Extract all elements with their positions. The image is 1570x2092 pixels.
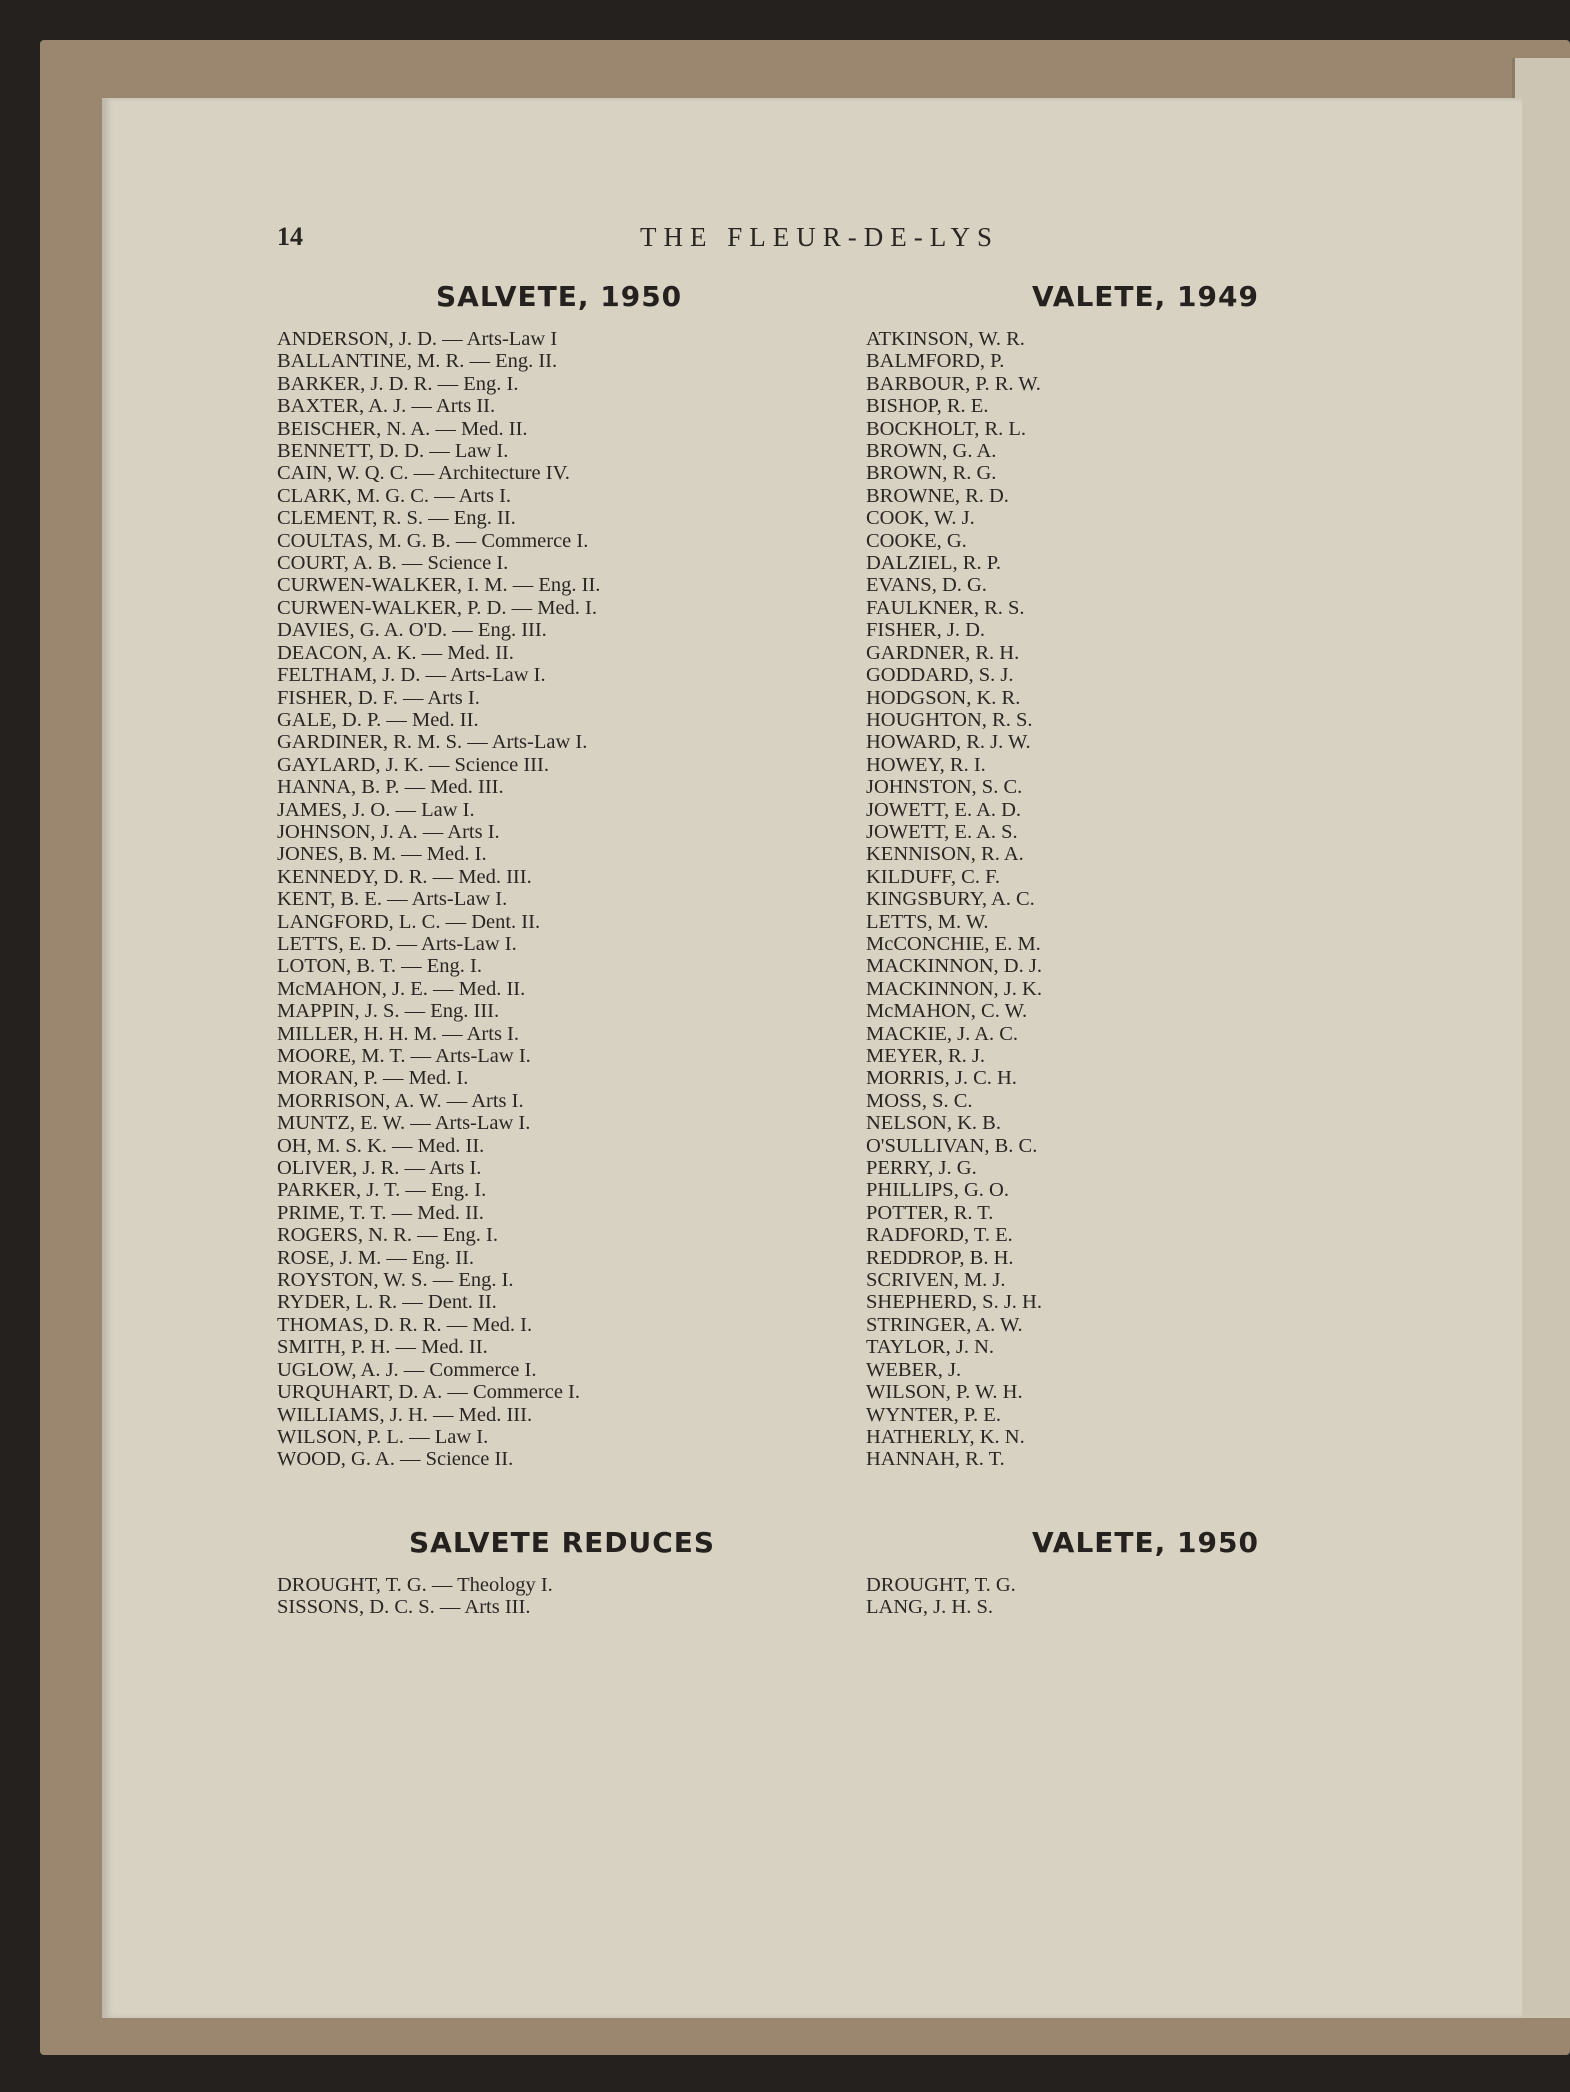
list-item: TAYLOR, J. N. <box>866 1336 995 1359</box>
list-item: HOUGHTON, R. S. <box>866 708 1033 731</box>
list-item: HOWEY, R. I. <box>866 753 986 776</box>
list-item: WILSON, P. W. H. <box>866 1381 1023 1404</box>
list-item: THOMAS, D. R. R. — Med. I. <box>277 1313 533 1336</box>
list-item: BAXTER, A. J. — Arts II. <box>277 395 496 418</box>
list-item: GARDINER, R. M. S. — Arts-Law I. <box>277 731 588 754</box>
list-item: MOSS, S. C. <box>866 1089 973 1112</box>
list-item: FISHER, D. F. — Arts I. <box>277 686 480 709</box>
list-item: LANG, J. H. S. <box>866 1596 993 1619</box>
list-item: CURWEN-WALKER, I. M. — Eng. II. <box>277 574 601 597</box>
list-item: MACKINNON, J. K. <box>866 977 1042 1000</box>
list-item: EVANS, D. G. <box>866 574 987 597</box>
list-item: FISHER, J. D. <box>866 619 986 642</box>
valete-1949-list <box>866 328 1042 1471</box>
salvete-1950-heading: SALVETE, 1950 <box>436 280 683 313</box>
list-item: DALZIEL, R. P. <box>866 552 1001 575</box>
list-item: ROSE, J. M. — Eng. II. <box>277 1246 475 1269</box>
list-item: OH, M. S. K. — Med. II. <box>277 1134 485 1157</box>
list-item: URQUHART, D. A. — Commerce I. <box>277 1381 581 1404</box>
list-item: PARKER, J. T. — Eng. I. <box>277 1179 487 1202</box>
list-item: JOHNSON, J. A. — Arts I. <box>277 820 500 843</box>
list-item: SMITH, P. H. — Med. II. <box>277 1336 488 1359</box>
list-item: ATKINSON, W. R. <box>866 328 1025 350</box>
list-item: FELTHAM, J. D. — Arts-Law I. <box>277 664 546 687</box>
list-item: REDDROP, B. H. <box>866 1246 1014 1269</box>
list-item: McMAHON, J. E. — Med. II. <box>277 977 526 1000</box>
list-item: BARKER, J. D. R. — Eng. I. <box>277 372 519 395</box>
list-item: WYNTER, P. E. <box>866 1403 1001 1426</box>
list-item: GALE, D. P. — Med. II. <box>277 708 479 731</box>
list-item: DEACON, A. K. — Med. II. <box>277 641 514 664</box>
list-item: BALMFORD, P. <box>866 350 1005 373</box>
list-item: BEISCHER, N. A. — Med. II. <box>277 417 528 440</box>
valete-1949-heading: VALETE, 1949 <box>1032 280 1259 313</box>
list-item: JOWETT, E. A. D. <box>866 798 1022 821</box>
list-item: MUNTZ, E. W. — Arts-Law I. <box>277 1112 531 1135</box>
list-item: LANGFORD, L. C. — Dent. II. <box>277 910 541 933</box>
list-item: SCRIVEN, M. J. <box>866 1269 1006 1292</box>
list-item: BARBOUR, P. R. W. <box>866 372 1041 395</box>
page-number: 14 <box>277 222 303 251</box>
list-item: DROUGHT, T. G. <box>866 1574 1016 1596</box>
list-item: POTTER, R. T. <box>866 1201 994 1224</box>
list-item: GARDNER, R. H. <box>866 641 1020 664</box>
list-item: RADFORD, T. E. <box>866 1224 1013 1247</box>
salvete-1950-list <box>277 328 600 1471</box>
list-item: LETTS, E. D. — Arts-Law I. <box>277 932 517 955</box>
list-item: KENNISON, R. A. <box>866 843 1024 866</box>
list-item: WOOD, G. A. — Science II. <box>277 1448 514 1471</box>
list-item: LOTON, B. T. — Eng. I. <box>277 955 482 978</box>
list-item: LETTS, M. W. <box>866 910 989 933</box>
list-item: PERRY, J. G. <box>866 1157 977 1180</box>
list-item: BROWNE, R. D. <box>866 484 1009 507</box>
list-item: BISHOP, R. E. <box>866 395 989 418</box>
list-item: ANDERSON, J. D. — Arts-Law I <box>277 328 558 350</box>
list-item: MACKIE, J. A. C. <box>866 1022 1019 1045</box>
list-item: NELSON, K. B. <box>866 1112 1001 1135</box>
list-item: CLEMENT, R. S. — Eng. II. <box>277 507 516 530</box>
list-item: BROWN, G. A. <box>866 440 997 463</box>
valete-1950-heading: VALETE, 1950 <box>1032 1526 1259 1559</box>
list-item: COURT, A. B. — Science I. <box>277 552 509 575</box>
list-item: KENT, B. E. — Arts-Law I. <box>277 888 508 911</box>
list-item: CURWEN-WALKER, P. D. — Med. I. <box>277 596 598 619</box>
list-item: MORRIS, J. C. H. <box>866 1067 1017 1090</box>
list-item: JOHNSTON, S. C. <box>866 776 1023 799</box>
list-item: DAVIES, G. A. O'D. — Eng. III. <box>277 619 547 642</box>
list-item: COOKE, G. <box>866 529 967 552</box>
list-item: WEBER, J. <box>866 1358 962 1381</box>
list-item: MOORE, M. T. — Arts-Law I. <box>277 1045 531 1067</box>
list-item: SHEPHERD, S. J. H. <box>866 1291 1042 1314</box>
list-item: KILDUFF, C. F. <box>866 865 1000 888</box>
list-item: CLARK, M. G. C. — Arts I. <box>277 484 512 507</box>
list-item: HANNA, B. P. — Med. III. <box>277 776 504 799</box>
list-item: McCONCHIE, E. M. <box>866 932 1041 955</box>
list-item: FAULKNER, R. S. <box>866 596 1025 619</box>
list-item: MORRISON, A. W. — Arts I. <box>277 1089 524 1112</box>
list-item: CAIN, W. Q. C. — Architecture IV. <box>277 462 570 485</box>
list-item: JOWETT, E. A. S. <box>866 820 1018 843</box>
list-item: O'SULLIVAN, B. C. <box>866 1134 1038 1157</box>
list-item: WILLIAMS, J. H. — Med. III. <box>277 1403 533 1426</box>
valete-1950-list <box>866 1574 1016 1619</box>
list-item: UGLOW, A. J. — Commerce I. <box>277 1358 537 1381</box>
list-item: MILLER, H. H. M. — Arts I. <box>277 1022 520 1045</box>
list-item: WILSON, P. L. — Law I. <box>277 1425 489 1448</box>
list-item: HATHERLY, K. N. <box>866 1425 1025 1448</box>
list-item: KINGSBURY, A. C. <box>866 888 1035 911</box>
list-item: HODGSON, K. R. <box>866 686 1021 709</box>
list-item: McMAHON, C. W. <box>866 1000 1028 1023</box>
list-item: DROUGHT, T. G. — Theology I. <box>277 1574 553 1596</box>
salvete-reduces-heading: SALVETE REDUCES <box>409 1526 716 1559</box>
list-item: MORAN, P. — Med. I. <box>277 1067 469 1090</box>
list-item: MACKINNON, D. J. <box>866 955 1042 978</box>
list-item: STRINGER, A. W. <box>866 1313 1023 1336</box>
list-item: COOK, W. J. <box>866 507 975 530</box>
list-item: PHILLIPS, G. O. <box>866 1179 1009 1202</box>
list-item: SISSONS, D. C. S. — Arts III. <box>277 1596 531 1619</box>
list-item: BOCKHOLT, R. L. <box>866 417 1027 440</box>
list-item: JONES, B. M. — Med. I. <box>277 843 487 866</box>
list-item: MEYER, R. J. <box>866 1045 986 1067</box>
list-item: GODDARD, S. J. <box>866 664 1014 687</box>
list-item: JAMES, J. O. — Law I. <box>277 798 475 821</box>
list-item: KENNEDY, D. R. — Med. III. <box>277 865 532 888</box>
salvete-reduces-list <box>277 1574 553 1619</box>
list-item: RYDER, L. R. — Dent. II. <box>277 1291 497 1314</box>
list-item: BALLANTINE, M. R. — Eng. II. <box>277 350 558 373</box>
list-item: GAYLARD, J. K. — Science III. <box>277 753 549 776</box>
list-item: ROYSTON, W. S. — Eng. I. <box>277 1269 514 1292</box>
list-item: HOWARD, R. J. W. <box>866 731 1031 754</box>
list-item: PRIME, T. T. — Med. II. <box>277 1201 484 1224</box>
list-item: COULTAS, M. G. B. — Commerce I. <box>277 529 589 552</box>
list-item: MAPPIN, J. S. — Eng. III. <box>277 1000 500 1023</box>
list-item: OLIVER, J. R. — Arts I. <box>277 1157 482 1180</box>
list-item: HANNAH, R. T. <box>866 1448 1005 1471</box>
list-item: BROWN, R. G. <box>866 462 997 485</box>
list-item: ROGERS, N. R. — Eng. I. <box>277 1224 498 1247</box>
running-title: THE FLEUR-DE-LYS <box>640 222 1000 252</box>
list-item: BENNETT, D. D. — Law I. <box>277 440 509 463</box>
